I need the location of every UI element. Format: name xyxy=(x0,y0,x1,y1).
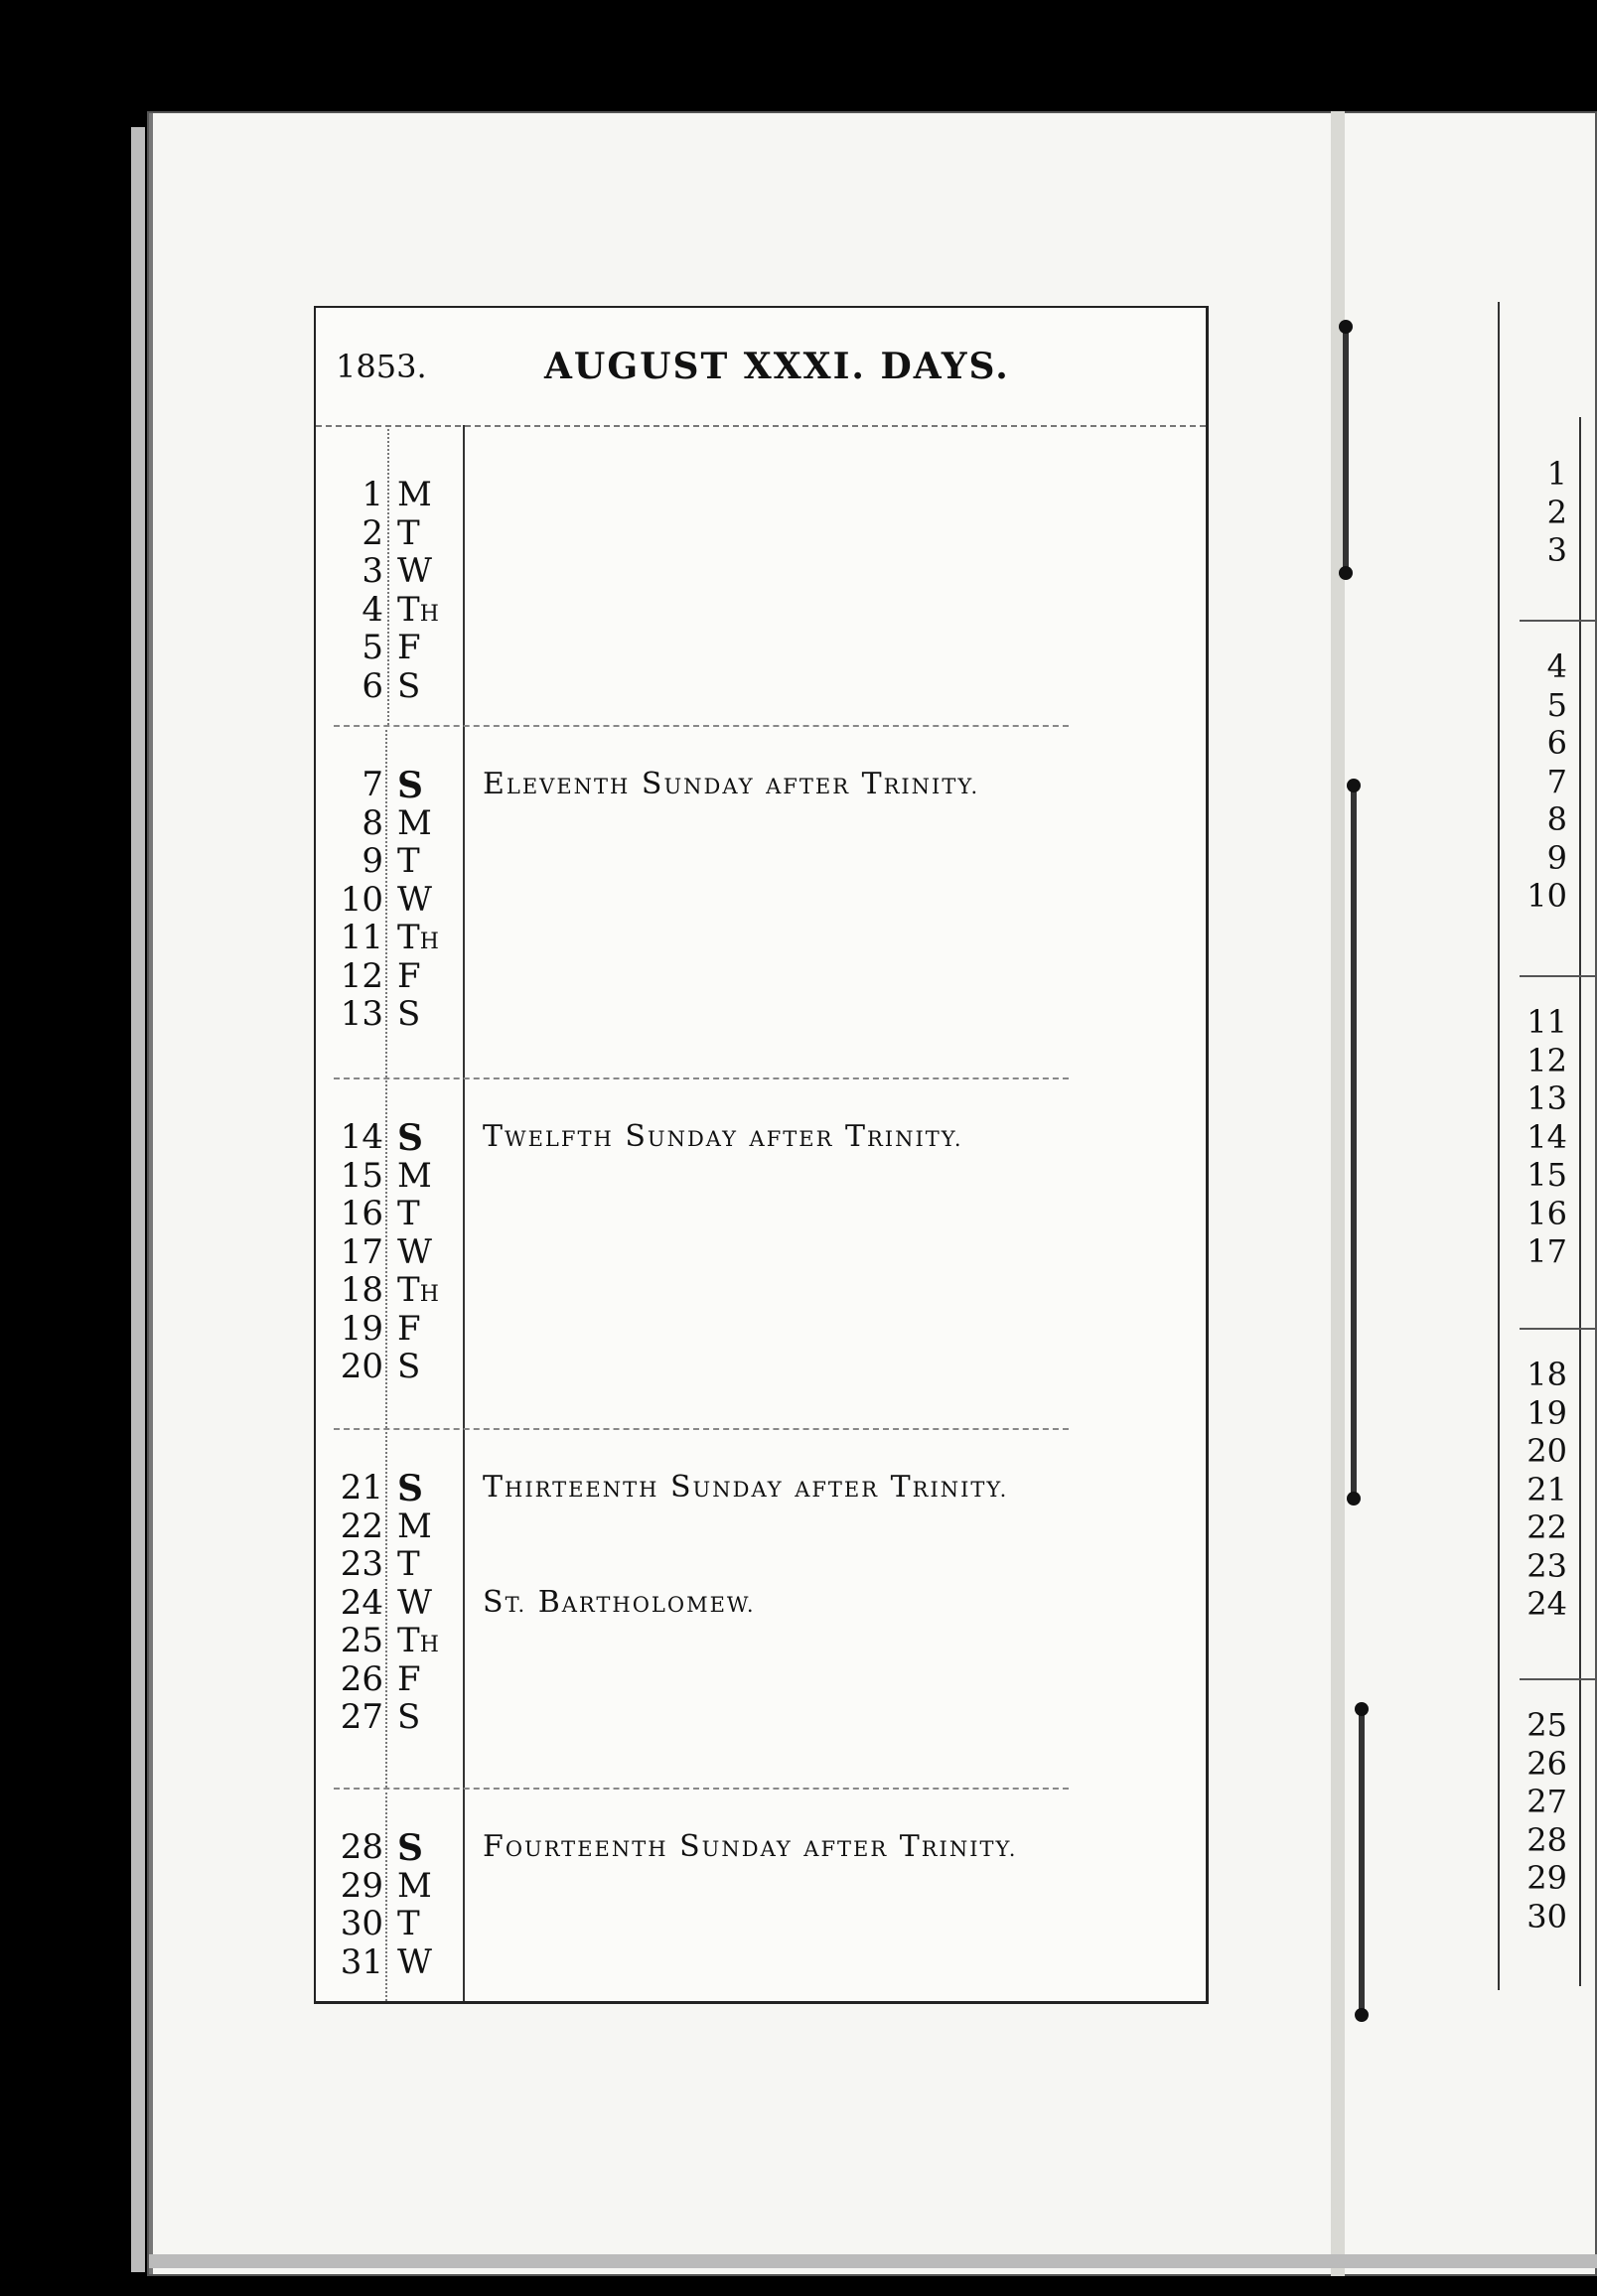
day-number: 13 xyxy=(340,994,383,1034)
day-of-week: W xyxy=(397,1582,432,1623)
facing-day-number: 5 xyxy=(1546,685,1567,724)
facing-day-number: 28 xyxy=(1526,1820,1567,1859)
feast-label: ST. BARTHOLOMEW. xyxy=(483,1584,756,1620)
day-of-week: S xyxy=(397,1117,423,1159)
day-of-week: M xyxy=(397,1506,432,1546)
facing-page-separator xyxy=(1520,1678,1597,1680)
number-day-divider xyxy=(385,725,387,1077)
facing-day-number: 12 xyxy=(1526,1041,1567,1079)
day-number: 31 xyxy=(340,1941,383,1982)
day-of-week: F xyxy=(397,628,421,667)
number-day-divider xyxy=(385,1077,387,1428)
facing-day-number: 1 xyxy=(1546,455,1567,493)
day-number: 3 xyxy=(362,551,383,591)
day-of-week: F xyxy=(397,955,421,996)
facing-page-separator xyxy=(1520,1328,1597,1330)
day-number: 11 xyxy=(340,918,383,957)
calendar-header xyxy=(316,308,1206,427)
day-number: 9 xyxy=(362,841,383,881)
day-of-week: T xyxy=(397,1194,420,1233)
day-feast-divider xyxy=(463,1428,465,1788)
feast-label: ELEVENTH SUNDAY AFTER TRINITY. xyxy=(483,767,980,801)
day-number: 10 xyxy=(340,879,383,920)
day-number: 21 xyxy=(340,1468,383,1507)
day-of-week: TH xyxy=(397,1621,439,1660)
week-block xyxy=(316,725,1206,1077)
day-number: 5 xyxy=(362,628,383,667)
facing-day-number: 4 xyxy=(1546,647,1567,685)
day-of-week: S xyxy=(397,765,423,806)
facing-day-number: 2 xyxy=(1546,493,1567,531)
day-number: 1 xyxy=(362,475,383,514)
day-of-week: T xyxy=(397,1904,420,1943)
day-of-week: S xyxy=(397,1697,421,1737)
facing-day-number: 27 xyxy=(1526,1783,1567,1820)
week-separator xyxy=(334,1428,1069,1430)
day-of-week: W xyxy=(397,879,432,920)
facing-day-number: 17 xyxy=(1526,1232,1567,1270)
feast-label: TWELFTH SUNDAY AFTER TRINITY. xyxy=(483,1119,963,1154)
week-block xyxy=(316,425,1206,725)
day-of-week: W xyxy=(397,1941,432,1982)
facing-day-number: 25 xyxy=(1526,1706,1567,1744)
day-number: 23 xyxy=(340,1544,383,1584)
facing-day-number: 29 xyxy=(1526,1859,1567,1897)
day-number: 17 xyxy=(340,1231,383,1272)
month-title: AUGUST XXXI. DAYS. xyxy=(544,346,1010,387)
day-number: 25 xyxy=(340,1621,383,1660)
day-of-week: W xyxy=(397,551,432,591)
day-number: 27 xyxy=(340,1697,383,1737)
facing-day-number: 18 xyxy=(1526,1356,1567,1393)
facing-page-column-line xyxy=(1579,417,1581,1986)
day-number: 28 xyxy=(340,1827,383,1867)
day-of-week: S xyxy=(397,665,421,706)
facing-day-number: 13 xyxy=(1526,1079,1567,1117)
day-number: 19 xyxy=(340,1308,383,1349)
day-feast-divider xyxy=(463,425,465,725)
day-feast-divider xyxy=(463,725,465,1077)
day-feast-divider xyxy=(463,1788,465,2001)
feast-label: FOURTEENTH SUNDAY AFTER TRINITY. xyxy=(483,1829,1018,1864)
day-of-week: M xyxy=(397,475,432,514)
day-of-week: S xyxy=(397,994,421,1034)
day-of-week: F xyxy=(397,1308,421,1349)
facing-day-number: 22 xyxy=(1526,1508,1567,1546)
binding-thread-3 xyxy=(1359,1708,1365,2016)
day-of-week: S xyxy=(397,1347,421,1386)
calendar-table xyxy=(314,306,1209,2004)
day-number: 24 xyxy=(340,1582,383,1623)
facing-day-number: 8 xyxy=(1546,800,1567,838)
number-day-divider xyxy=(385,1788,387,2001)
day-of-week: TH xyxy=(397,589,439,630)
facing-day-number: 15 xyxy=(1526,1156,1567,1194)
day-number: 14 xyxy=(340,1117,383,1157)
day-feast-divider xyxy=(463,1077,465,1428)
facing-day-number: 16 xyxy=(1526,1194,1567,1232)
page-left-edge xyxy=(131,127,145,2272)
week-separator xyxy=(334,725,1069,727)
number-day-divider xyxy=(385,1428,387,1788)
facing-day-number: 7 xyxy=(1546,762,1567,800)
week-separator xyxy=(334,1077,1069,1079)
day-of-week: TH xyxy=(397,1270,439,1310)
day-number: 26 xyxy=(340,1658,383,1699)
day-of-week: F xyxy=(397,1658,421,1699)
facing-day-number: 11 xyxy=(1526,1003,1567,1041)
feast-label: THIRTEENTH SUNDAY AFTER TRINITY. xyxy=(483,1470,1009,1505)
day-number: 7 xyxy=(362,765,383,804)
day-number: 16 xyxy=(340,1194,383,1233)
day-of-week: S xyxy=(397,1827,423,1869)
day-of-week: T xyxy=(397,1544,420,1584)
day-of-week: W xyxy=(397,1231,432,1272)
binding-thread-1 xyxy=(1343,326,1349,574)
facing-day-number: 24 xyxy=(1526,1585,1567,1623)
facing-day-number: 14 xyxy=(1526,1117,1567,1156)
day-of-week: M xyxy=(397,802,432,843)
day-number: 2 xyxy=(362,512,383,553)
day-number: 30 xyxy=(340,1904,383,1943)
facing-day-number: 21 xyxy=(1526,1470,1567,1508)
facing-day-number: 6 xyxy=(1546,724,1567,762)
facing-day-number: 10 xyxy=(1526,877,1567,915)
page-bottom-edge xyxy=(149,2254,1597,2268)
day-number: 8 xyxy=(362,802,383,843)
facing-day-number: 19 xyxy=(1526,1393,1567,1432)
day-of-week: TH xyxy=(397,918,439,957)
facing-day-number: 26 xyxy=(1526,1744,1567,1783)
day-number: 12 xyxy=(340,955,383,996)
week-block xyxy=(316,1788,1206,2001)
facing-page-separator xyxy=(1520,975,1597,977)
day-number: 4 xyxy=(362,589,383,630)
facing-day-number: 30 xyxy=(1526,1897,1567,1936)
day-number: 29 xyxy=(340,1865,383,1906)
day-number: 20 xyxy=(340,1347,383,1386)
binding-thread-2 xyxy=(1351,785,1357,1500)
year-label: 1853. xyxy=(336,348,427,385)
facing-day-number: 9 xyxy=(1546,838,1567,877)
facing-day-number: 23 xyxy=(1526,1546,1567,1585)
day-of-week: T xyxy=(397,512,420,553)
day-of-week: S xyxy=(397,1468,423,1509)
facing-day-number: 3 xyxy=(1546,531,1567,569)
day-number: 15 xyxy=(340,1155,383,1196)
day-number: 6 xyxy=(362,665,383,706)
facing-page-separator xyxy=(1520,620,1597,622)
day-of-week: M xyxy=(397,1865,432,1906)
facing-day-number: 20 xyxy=(1526,1432,1567,1470)
week-block xyxy=(316,1428,1206,1788)
day-of-week: M xyxy=(397,1155,432,1196)
week-separator xyxy=(334,1788,1069,1790)
number-day-divider xyxy=(387,425,389,725)
week-block xyxy=(316,1077,1206,1428)
day-number: 22 xyxy=(340,1506,383,1546)
day-of-week: T xyxy=(397,841,420,881)
day-number: 18 xyxy=(340,1270,383,1310)
